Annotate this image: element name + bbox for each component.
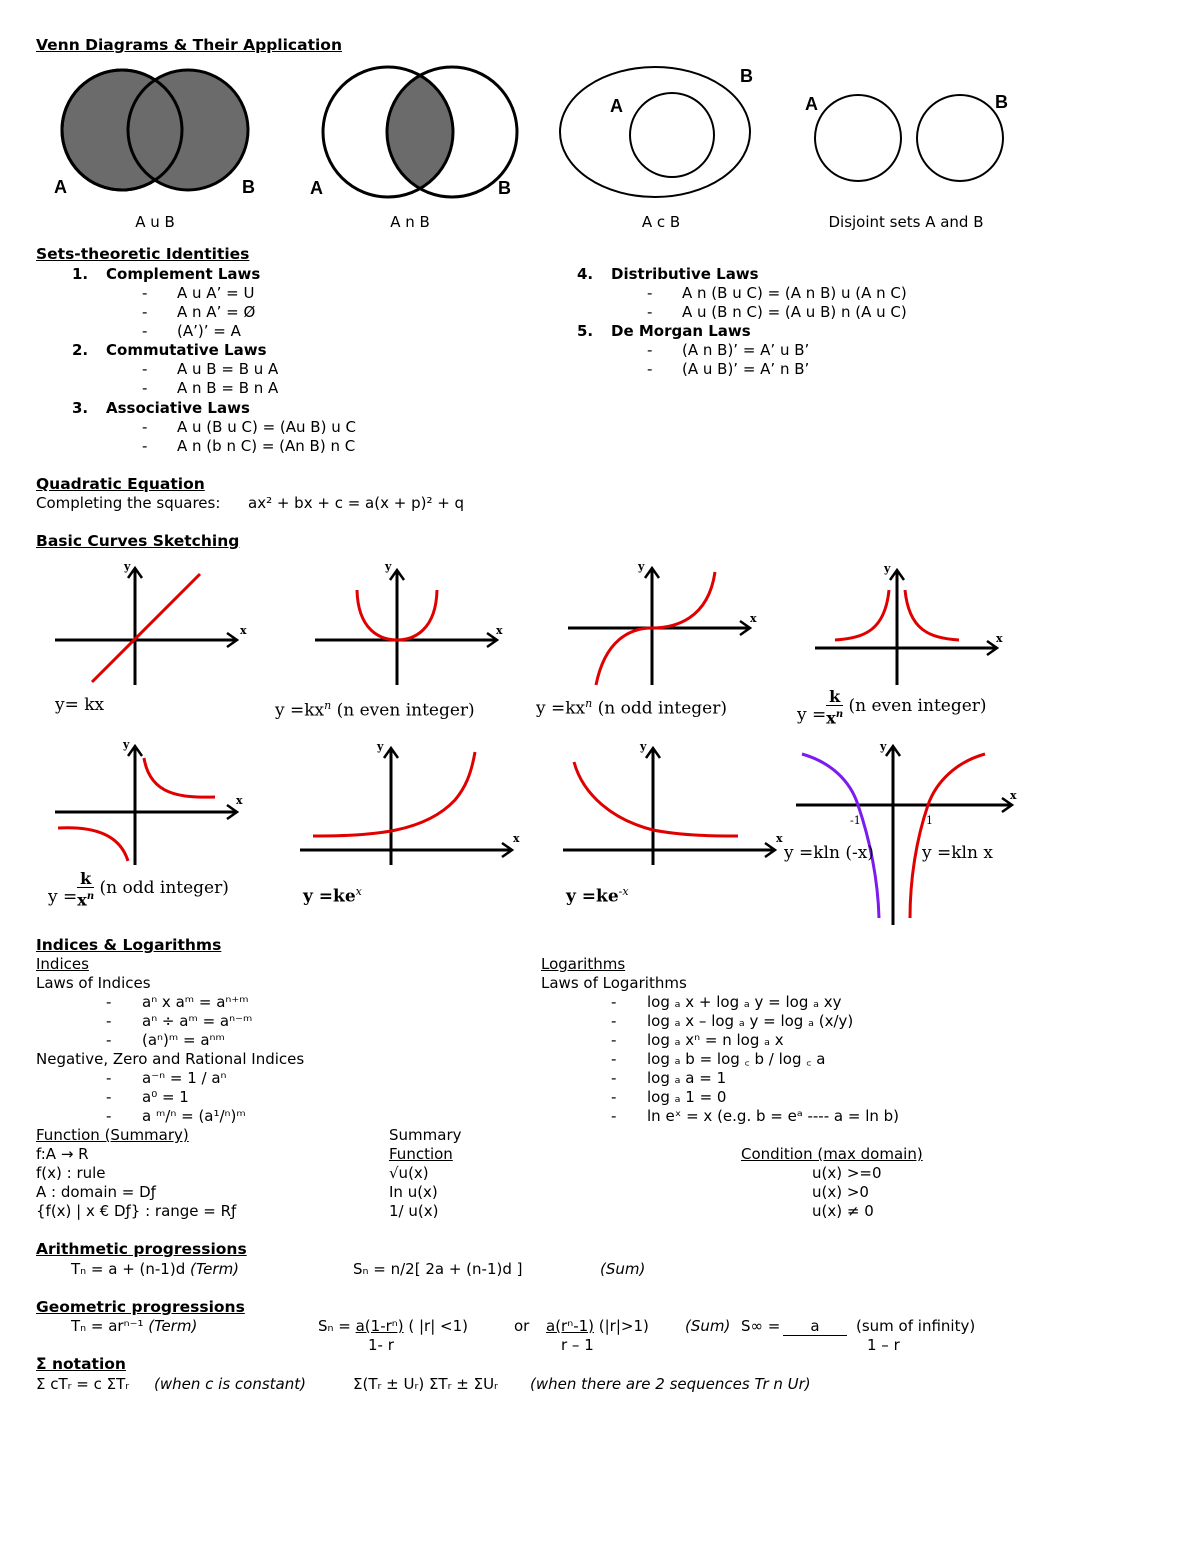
curve-exponential-growth xyxy=(295,740,535,870)
curve-reciprocal-odd-label: y = $\frac{k}{x^n}$ (n odd integer) xyxy=(48,869,229,910)
function-cond: u(x) ≠ 0 xyxy=(812,1202,874,1220)
axis-y-label: y xyxy=(640,740,647,753)
indices-law: aⁿ ÷ aᵐ = aⁿ⁻ᵐ xyxy=(142,1012,253,1030)
dash: - xyxy=(142,418,148,436)
sets-group-4-name: Distributive Laws xyxy=(611,265,759,283)
dash: - xyxy=(142,303,148,321)
logs-law: log ₐ x + log ₐ y = log ₐ xy xyxy=(647,993,842,1011)
function-line: {f(x) | x € Dƒ} : range = Rƒ xyxy=(36,1202,237,1220)
venn-subset-label-b: B xyxy=(740,66,753,86)
logs-law: log ₐ 1 = 0 xyxy=(647,1088,727,1106)
geo-inf-note: (sum of infinity) xyxy=(856,1317,976,1335)
axis-y-label: y xyxy=(880,740,887,753)
function-line: f(x) : rule xyxy=(36,1164,106,1182)
sets-group-1-num: 1. xyxy=(72,265,89,283)
curve-reciprocal-even xyxy=(810,560,1030,690)
sets-item: (A u B)’ = A’ n B’ xyxy=(682,360,810,378)
curve-reciprocal-even-label: y = $\frac{k}{x^n}$ (n even integer) xyxy=(797,687,987,728)
dash: - xyxy=(611,1031,617,1049)
indices-law: aⁿ x aᵐ = aⁿ⁺ᵐ xyxy=(142,993,249,1011)
curve-linear-label: y= kx xyxy=(55,695,105,715)
sets-group-3-name: Associative Laws xyxy=(106,399,250,417)
dash: - xyxy=(142,379,148,397)
curve-exponential-decay-label: $y =ke^{-x}$ xyxy=(566,885,629,907)
geo-den1: 1- r xyxy=(368,1336,394,1354)
sets-item: A u A’ = U xyxy=(177,284,255,302)
curve-even-power-label: $y =kx^n$ (n even integer) xyxy=(275,699,475,721)
dash: - xyxy=(611,1012,617,1030)
venn-union-label-b: B xyxy=(242,177,255,197)
function-fn: 1/ u(x) xyxy=(389,1202,439,1220)
axis-x-label: x xyxy=(776,832,783,845)
function-fn-head: Function xyxy=(389,1145,453,1163)
geo-sinf-num: a xyxy=(783,1317,847,1336)
venn-caption-subset: A c B xyxy=(641,213,681,231)
sets-group-2-num: 2. xyxy=(72,341,89,359)
function-title: Function (Summary) xyxy=(36,1126,189,1144)
venn-union-diagram xyxy=(40,60,280,210)
logs-law: log ₐ a = 1 xyxy=(647,1069,727,1087)
logs-law: log ₐ xⁿ = n log ₐ x xyxy=(647,1031,784,1049)
axis-x-label: x xyxy=(513,832,520,845)
axis-x-label: x xyxy=(996,632,1003,645)
sets-group-2-name: Commutative Laws xyxy=(106,341,267,359)
logs-sub: Logarithms xyxy=(541,955,626,973)
function-summary: Summary xyxy=(389,1126,462,1144)
dash: - xyxy=(106,1107,112,1125)
function-line: A : domain = Dƒ xyxy=(36,1183,156,1201)
curve-exponential-decay xyxy=(558,740,798,870)
arith-sum: Sₙ = n/2[ 2a + (n-1)d ] xyxy=(353,1260,523,1278)
sets-item: (A’)’ = A xyxy=(177,322,241,340)
dash: - xyxy=(142,284,148,302)
dash: - xyxy=(647,303,653,321)
curve-log-right-label: y =kln x xyxy=(922,843,993,863)
geo-den3: 1 – r xyxy=(867,1336,900,1354)
logs-law: log ₐ b = log ꜀ b / log ꜀ a xyxy=(647,1050,826,1068)
curve-odd-power xyxy=(560,560,780,690)
indices-laws-title: Laws of Indices xyxy=(36,974,151,992)
sigma-n1: (when c is constant) xyxy=(154,1375,306,1393)
function-line: f:A → R xyxy=(36,1145,89,1163)
axis-x-label: x xyxy=(240,624,247,637)
sets-group-1-name: Complement Laws xyxy=(106,265,261,283)
venn-caption-union: A u B xyxy=(135,213,175,231)
curve-logarithmic xyxy=(790,740,1030,930)
venn-union-label-a: A xyxy=(54,177,67,197)
dash: - xyxy=(647,360,653,378)
function-fn: In u(x) xyxy=(389,1183,438,1201)
dash: - xyxy=(142,322,148,340)
sets-item: A u (B n C) = (A u B) n (A u C) xyxy=(682,303,907,321)
venn-intersection-label-a: A xyxy=(310,178,323,198)
indices-title: Indices & Logarithms xyxy=(36,936,222,954)
venn-disjoint-label-b: B xyxy=(995,92,1008,112)
axis-x-label: x xyxy=(750,612,757,625)
curve-log-left-label: y =kln (-x) xyxy=(784,843,874,863)
dash: - xyxy=(106,1088,112,1106)
geo-sum-finite-2: a(rⁿ-1) (|r|>1) xyxy=(546,1317,649,1335)
arith-title: Arithmetic progressions xyxy=(36,1240,247,1258)
sets-group-4-num: 4. xyxy=(577,265,594,283)
tick-pos1: 1 xyxy=(926,814,933,827)
curve-even-power xyxy=(300,560,520,690)
axis-y-label: y xyxy=(638,560,645,573)
geo-title: Geometric progressions xyxy=(36,1298,245,1316)
logs-law: ln eˣ = x (e.g. b = eᵃ ---- a = ln b) xyxy=(647,1107,900,1125)
arith-sum-note: (Sum) xyxy=(600,1260,646,1278)
venn-subset-diagram xyxy=(555,60,785,210)
axis-y-label: y xyxy=(124,560,131,573)
geo-sinf: S∞ = xyxy=(741,1317,781,1335)
geo-term: Tₙ = arⁿ⁻¹ (Term) xyxy=(71,1317,198,1335)
sets-item: A n A’ = Ø xyxy=(177,303,256,321)
function-cond-head: Condition (max domain) xyxy=(741,1145,923,1163)
venn-caption-disjoint: Disjoint sets A and B xyxy=(828,213,984,231)
quadratic-title: Quadratic Equation xyxy=(36,475,205,493)
sets-item: A u B = B u A xyxy=(177,360,279,378)
axis-x-label: x xyxy=(496,624,503,637)
axis-x-label: x xyxy=(1010,789,1017,802)
curves-title: Basic Curves Sketching xyxy=(36,532,240,550)
logs-law: log ₐ x – log ₐ y = log ₐ (x/y) xyxy=(647,1012,854,1030)
dash: - xyxy=(611,993,617,1011)
dash: - xyxy=(611,1069,617,1087)
curve-linear xyxy=(40,560,260,690)
sets-group-5-name: De Morgan Laws xyxy=(611,322,751,340)
logs-laws-title: Laws of Logarithms xyxy=(541,974,687,992)
geo-or: or xyxy=(514,1317,530,1335)
sigma-f2: Σ(Tᵣ ± Uᵣ) ΣTᵣ ± ΣUᵣ xyxy=(353,1375,498,1393)
dash: - xyxy=(647,284,653,302)
function-fn: √u(x) xyxy=(389,1164,429,1182)
sets-item: A n (B u C) = (A n B) u (A n C) xyxy=(682,284,907,302)
axis-y-label: y xyxy=(377,740,384,753)
indices-law: (aⁿ)ᵐ = aⁿᵐ xyxy=(142,1031,225,1049)
curve-reciprocal-odd xyxy=(40,740,260,870)
dash: - xyxy=(106,1069,112,1087)
sets-item: A n (b n C) = (An B) n C xyxy=(177,437,356,455)
function-cond: u(x) >0 xyxy=(812,1183,869,1201)
indices-neg: a ᵐ/ⁿ = (a¹/ⁿ)ᵐ xyxy=(142,1107,246,1125)
venn-subset-label-a: A xyxy=(610,96,623,116)
geo-den2: r – 1 xyxy=(561,1336,594,1354)
dash: - xyxy=(142,360,148,378)
geo-sum-note: (Sum) xyxy=(685,1317,731,1335)
indices-neg-title: Negative, Zero and Rational Indices xyxy=(36,1050,305,1068)
curve-odd-power-label: $y =kx^n$ (n odd integer) xyxy=(536,697,728,719)
axis-y-label: y xyxy=(123,738,130,751)
arith-term: Tₙ = a + (n-1)d (Term) xyxy=(71,1260,240,1278)
geo-sum-finite: Sₙ = a(1-rⁿ) ( |r| <1) xyxy=(318,1317,469,1335)
axis-x-label: x xyxy=(236,794,243,807)
sigma-f1: Σ cTᵣ = c ΣTᵣ xyxy=(36,1375,130,1393)
dash: - xyxy=(106,1031,112,1049)
sets-group-5-num: 5. xyxy=(577,322,594,340)
indices-neg: a⁻ⁿ = 1 / aⁿ xyxy=(142,1069,227,1087)
quadratic-formula: ax² + bx + c = a(x + p)² + q xyxy=(248,494,465,512)
dash: - xyxy=(611,1107,617,1125)
axis-y-label: y xyxy=(385,560,392,573)
dash: - xyxy=(106,993,112,1011)
dash: - xyxy=(611,1050,617,1068)
sets-item: (A n B)’ = A’ u B’ xyxy=(682,341,810,359)
sigma-n2: (when there are 2 sequences Tr n Ur) xyxy=(530,1375,811,1393)
venn-title: Venn Diagrams & Their Application xyxy=(36,36,342,54)
dash: - xyxy=(106,1012,112,1030)
quadratic-label: Completing the squares: xyxy=(36,494,221,512)
indices-sub: Indices xyxy=(36,955,89,973)
sets-title: Sets-theoretic Identities xyxy=(36,245,250,263)
dash: - xyxy=(142,437,148,455)
sets-item: A u (B u C) = (Au B) u C xyxy=(177,418,356,436)
venn-union-shading xyxy=(62,70,248,190)
dash: - xyxy=(611,1088,617,1106)
dash: - xyxy=(647,341,653,359)
sigma-title: Σ notation xyxy=(36,1355,126,1373)
indices-neg: a⁰ = 1 xyxy=(142,1088,189,1106)
venn-disjoint-diagram xyxy=(800,60,1030,210)
axis-y-label: y xyxy=(884,562,891,575)
tick-neg1: -1 xyxy=(850,814,861,827)
venn-intersection-label-b: B xyxy=(498,178,511,198)
sets-group-3-num: 3. xyxy=(72,399,89,417)
sets-item: A n B = B n A xyxy=(177,379,279,397)
venn-intersection-diagram xyxy=(300,60,540,210)
venn-caption-intersection: A n B xyxy=(390,213,430,231)
curve-exponential-growth-label: $y =ke^x$ xyxy=(303,885,362,907)
function-cond: u(x) >=0 xyxy=(812,1164,882,1182)
venn-disjoint-label-a: A xyxy=(805,94,818,114)
